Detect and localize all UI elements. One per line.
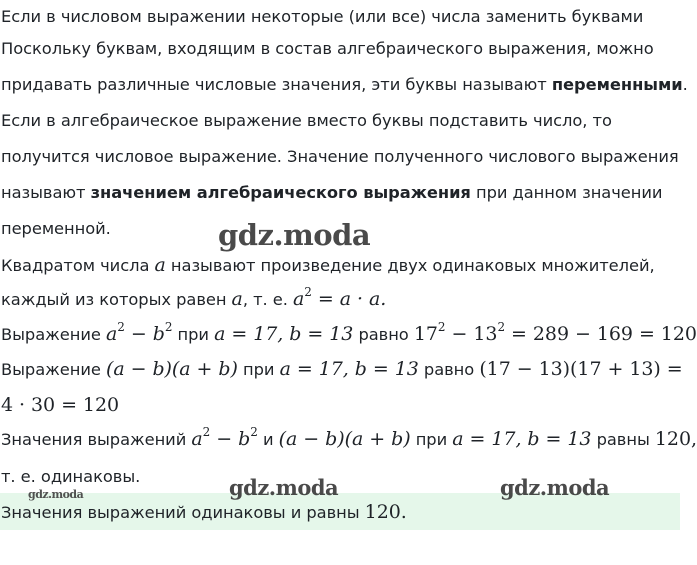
math-inline: $a^2 - b^2$ xyxy=(191,424,258,450)
text-line-7 xyxy=(1,217,111,241)
math-inline: $a^2 - b^2$ xyxy=(105,319,173,345)
text-line-5 xyxy=(1,145,679,169)
watermark-logo: gdz.moda xyxy=(500,475,610,500)
math-inline: $17^2 - 13^2 = 289 - 169 = 120$ xyxy=(413,319,697,345)
paragraph-text: при xyxy=(237,360,280,379)
paragraph-text: и xyxy=(257,430,279,449)
watermark-logo: gdz.moda xyxy=(218,218,371,252)
answer-value: 120. xyxy=(364,501,407,523)
answer-line xyxy=(1,500,407,525)
text-line-1 xyxy=(1,5,643,29)
term-variables: переменными xyxy=(551,75,683,94)
paragraph-text: Выражение xyxy=(1,325,106,344)
paragraph-text: , т. е. xyxy=(242,290,293,309)
paragraph-text: Поскольку буквам, входящим в состав алгебраического выражения, можно xyxy=(1,39,654,58)
term-expression-value: значением алгебраического выражения xyxy=(90,183,471,202)
text-line-8 xyxy=(1,253,655,278)
paragraph-text: переменной. xyxy=(1,219,111,238)
watermark-logo: gdz.moda xyxy=(229,475,339,500)
math-inline: 120, xyxy=(654,428,697,450)
paragraph-text: при xyxy=(410,430,453,449)
watermark-logo: gdz.moda xyxy=(28,488,84,501)
math-inline: (17 − 13)(17 + 13) = xyxy=(479,358,683,380)
math-inline: a xyxy=(231,288,243,310)
text-line-3 xyxy=(1,73,688,97)
text-line-13 xyxy=(1,424,697,452)
paragraph-text: называют xyxy=(1,183,91,202)
text-line-11 xyxy=(1,357,683,382)
math-inline: (a − b)(a + b) xyxy=(105,358,238,380)
math-inline: a = 17, b = 13 xyxy=(279,358,419,380)
paragraph-text: называют произведение двух одинаковых множителей, xyxy=(165,256,655,275)
math-inline: 4 · 30 = 120 xyxy=(1,394,120,416)
paragraph-text: равны xyxy=(591,430,655,449)
paragraph-text: Выражение xyxy=(1,360,106,379)
paragraph-text: Если в алгебраическое выражение вместо буквы подставить число, то xyxy=(1,111,612,130)
text-line-2 xyxy=(1,37,654,61)
paragraph-text: равно xyxy=(418,360,480,379)
paragraph-text: придавать различные числовые значения, эти буквы называют xyxy=(1,75,552,94)
paragraph-text: Значения выражений xyxy=(1,430,192,449)
paragraph-text: при данном значении xyxy=(470,183,663,202)
math-inline: $a^2 = a \cdot a$. xyxy=(292,284,387,310)
math-inline: a = 17, b = 13 xyxy=(452,428,592,450)
answer-text: Значения выражений одинаковы и равны xyxy=(1,503,365,522)
paragraph-text: Квадратом числа xyxy=(1,256,155,275)
paragraph-text: Если в числовом выражении некоторые (или все) числа заменить буквами xyxy=(1,7,644,26)
math-inline: a = 17, b = 13 xyxy=(214,323,354,345)
paragraph-text: равно xyxy=(353,325,414,344)
text-line-14 xyxy=(1,465,140,489)
paragraph-text: . xyxy=(682,75,688,94)
math-inline: (a − b)(a + b) xyxy=(278,428,411,450)
text-line-6 xyxy=(1,181,662,205)
paragraph-text: при xyxy=(172,325,215,344)
paragraph-text: т. е. одинаковы. xyxy=(1,467,141,486)
paragraph-text: получится числовое выражение. Значение полученного числового выражения xyxy=(1,147,679,166)
text-line-12 xyxy=(1,393,119,418)
paragraph-text: каждый из которых равен xyxy=(1,290,232,309)
text-line-10 xyxy=(1,319,697,347)
text-line-4 xyxy=(1,109,612,133)
text-line-9 xyxy=(1,284,387,312)
math-inline: a xyxy=(154,254,166,276)
